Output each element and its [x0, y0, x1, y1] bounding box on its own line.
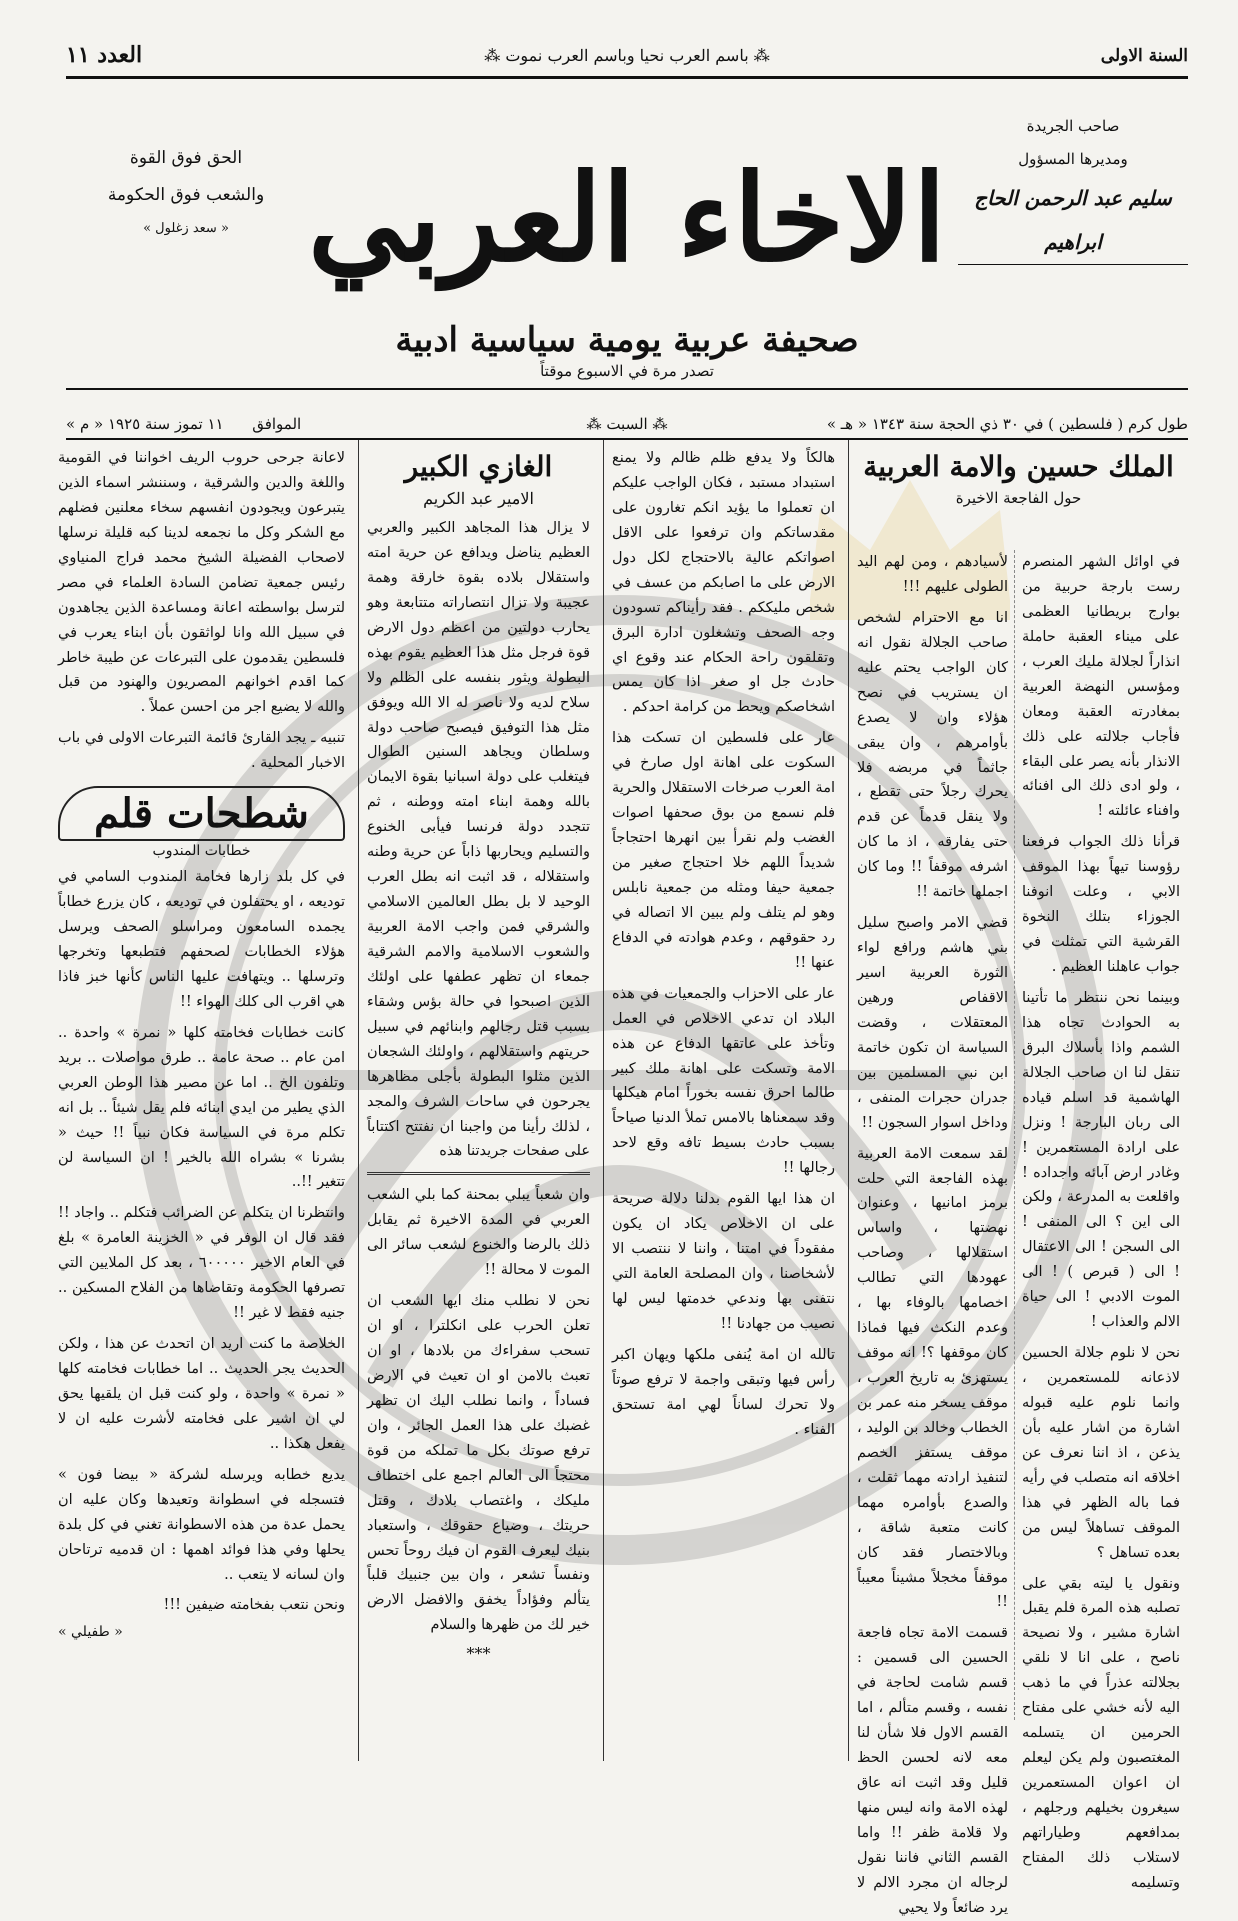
paragraph: في اوائل الشهر المنصرم رست بارجة حربية من بوارج بريطانيا العظمى على ميناء العقبة حاملة انذاراً لجلالة مليك العرب ، ومؤسس النهضة العربية بمغادرته العقبة ومعان فأجاب جلالته على ذلك الانذار بأنه يصر على البقاء ، ولو ادى ذلك الى افنائه وافناء عائلته ! [1022, 554, 1180, 820]
paragraph: عار على الاحزاب والجمعيات في هذه البلاد ان تدعي الاخلاص في العمل وتأخذ على عاتقها الدفاع عن هذه الامة وتسكت على اهانة ملك كبير طالما احرق نفسه بخوراً امام هيكلها وقد سمعناها بالامس تملأ الدنيا صياحاً بسبب حادث بسيط تافه وقع لاحد رجالها !! [612, 985, 835, 1177]
article-donations-and-thoughts [50, 440, 353, 1761]
editor-label: ومديرها المسؤول [1018, 150, 1128, 168]
notice: تنبيه ـ يجد القارئ قائمة التبرعات الاولى في باب الاخبار المحلية . [58, 730, 345, 772]
paragraph: لا يزال هذا المجاهد الكبير والعربي العظيم يناضل ويدافع عن حرية امته واستقلال بلاده بقوة خارقة وهمة عجيبة ولا تزال انتصاراته متتابعة وهو يحارب دولتين من اعظم دول الارض قوة فرجل مثل هذا العظيم يقوم بهذه البطولة ويثور بنفسه على الظلم ولا سلاح لديه ولا ناصر له الا الله ويوفق مثل هذا التوفيق فيصبح صاحب دولة وسلطان ويجاهد السنين الطوال فيتغلب على دولة اسبانيا بقوة الايمان بالله وهمة ابناء امته ووطنه ، ثم تتجدد دولة فرنسا فيأبى الخنوع والتسليم ويحاربها ذاباً عن حرية وطنه واستقلاله ، قد اثبت انه بطل العرب الوحيد لا بل بطل العالمين الاسلامي والشرقي فمن واجب الامة العربية والشعوب الاسلامية والامم الشرقية جمعاء ان تظهر عطفها على اولئك الذين اصبحوا في حالة بؤس وشقاء بسبب قتل رجالهم وابنائهم في سبيل حريتهم واستقلالهم ، واولئك الشجعان الذين مثلوا البطولة بأجلى مظاهرها يجرحون في ساحات الشرف والمجد ، لذلك رأينا من واجبنا ان نفتتح اكتتاباً على صفحات جريدتنا هذه [367, 520, 590, 1160]
article-title: الملك حسين والامة العربية [863, 450, 1174, 483]
article-subtitle: حول الفاجعة الاخيرة [955, 489, 1082, 507]
paragraph: يديع خطابه ويرسله لشركة « بيضا فون » فتسجله في اسطوانة وتعيدها وكان عليه ان يحمل عدة من هذه الاسطوانة تغني في كل بلدة يحلها وفي هذا فوائد اهمها : ان قدميه ترتاحان وان لسانه لا يتعب .. [58, 1466, 345, 1583]
article-body [857, 550, 1180, 1916]
article-king-hussein-continued [603, 440, 843, 1761]
paragraph: انا مع الاحترام لشخص صاحب الجلالة نقول انه كان الواجب يحتم عليه ان يستريب في نصح هؤلاء وان لا يصدع بأوامرهم ، وان يبقى جاثماً في مربضه فلا يحرك رجلاً حتى تقطع ، ولا ينقل قدماً عن قدم حتى يفارقه ، اذ ما كان اشرفه موقفاً !! وما كان اجملها خاتمة !! [857, 609, 1008, 901]
signature: « طفيلي » [58, 1624, 123, 1641]
year-label: السنة الاولى [1100, 46, 1188, 66]
paragraph: ونحن نتعب بفخامته ضيفين !!! [163, 1597, 345, 1614]
paragraph: نحن لا نطلب منك ايها الشعب ان تعلن الحرب على انكلترا ، او ان تسحب سفراءك من بلادها ، او ان تعبث بالامن او ان تعيث في الارض فساداً ، وانما نطلب اليك ان تظهر غضبك على هذا العمل الجائر ، وان ترفع صوتك بكل ما تملكه من قوة محتجاً الى العالم اجمع على اختطاف مليكك ، واغتصاب بلادك ، وقتل حريتك ، وضياع حقوقك ، واستعباد بنيك ليعرف القوم ان فيك روحاً تحس ونفساً تشعر ، وان بين جنبيك قلباً يتألم وفؤاداً يخفق والافضل الارض خير لك من ظهرها والسلام [367, 1293, 590, 1634]
publication-frequency: تصدر مرة في الاسبوع موقتاً [540, 362, 714, 380]
article-king-hussein [848, 440, 1188, 1916]
quote-line-1: الحق فوق القوة [129, 148, 243, 168]
owner-block [958, 110, 1188, 265]
top-rule [66, 76, 1188, 79]
day-label: ⁂ السبت ⁂ [586, 415, 668, 433]
article-subcolumn-left [857, 550, 1015, 1916]
paragraph: قضي الامر واصبح سليل بني هاشم ورافع لواء الثورة العربية اسير الاقفاص ورهين المعتقلات ، وقضت السياسة ان تكون خاتمة ابن نبي المسلمين بين جدران حجرات المنفى ، وداخل اسوار السجون !! [857, 915, 1008, 1131]
motto: ⁂ باسم العرب نحيا وباسم العرب نموت ⁂ [484, 46, 770, 65]
newspaper-title: الاخاء العربي [307, 148, 947, 289]
paragraph: لأسيادهم ، ومن لهم اليد الطولى عليهم !!! [857, 554, 1008, 595]
section-title: شطحات قلم [58, 786, 345, 841]
end-mark: *** [466, 1644, 491, 1664]
paragraph: الخلاصة ما كنت اريد ان اتحدث عن هذا ، ولكن الحديث يجر الحديث .. اما خطابات فخامته كلها « نمرة » واحدة ، ولو كنت قبل ان يلقيها يحق لي ان اشير على فخامته لأشرت عليه ان لا يفعل هكذا .. [58, 1336, 345, 1452]
paragraph: في كل بلد زارها فخامة المندوب السامي في توديعه ، او يحتفلون في توديعه ، كان يزرع خطاباً يجمده السامعون ومراسلو الصحف ويرسل هؤلاء الخطابات لصحفهم فتطبعها وتخرجها وترسلها .. ويتهافت عليها الناس كأنها خبز فاذا هي اقرب الى كلك الهواء !! [58, 869, 345, 1010]
quote-line-2: والشعب فوق الحكومة [107, 185, 265, 206]
article-title: الغازي الكبير [404, 450, 553, 483]
article-subcolumn-right [1022, 550, 1180, 1891]
owner-name: سليم عبد الرحمن الحاج ابراهيم [958, 176, 1188, 265]
paragraph: وانتظرنا ان يتكلم عن الضرائب فتكلم .. واجاد !! فقد قال ان الوفر في « الخزينة العامرة » بلغ في العام الاخير ٦٠٠٠٠٠ ، بعد كل الملايين التي تصرفها الحكومة وتقاضاها من الفلاح المسكين .. جنيه فقط لا غير !! [58, 1205, 345, 1322]
newspaper-subtitle: صحيفة عربية يومية سياسية ادبية [395, 320, 859, 360]
paragraph: قسمت الامة تجاه فاجعة الحسين الى قسمين : قسم شامت لحاجة في نفسه ، وقسم متألم ، اما القسم الاول فلا شأن لنا معه لانه لحسن الحظ قليل وقد اثبت انه عاق لهذه الامة وانه ليس منها ولا قلامة ظفر !! واما القسم الثاني فاننا نقول لرجاله ان مجرد الالم لا يرد ضائعاً ولا يحيي [857, 1625, 1008, 1916]
article-head [857, 450, 1180, 550]
masthead-rule [66, 388, 1188, 390]
paragraph: لقد سمعت الامة العربية بهذه الفاجعة التي حلت برمز امانيها ، وعنوان نهضتها ، واساس استقلالها ، وصاحب عهودها التي تطالب اخصامها بالوفاء بها ، وعدم النكث فيها فماذا كان موقفها ؟! انه موقف يستهزئ به تاريخ العرب ، موقف يسخر منه عمر بن الخطاب وخالد بن الوليد ، موقف يستفز الخصم لتنفيذ ارادته مهما ثقلت ، والصدع بأوامره مهما كانت متعبة شاقة ، وبالاختصار فقد كان موقفاً مخجلاً مشيناً معيباً !! [857, 1145, 1008, 1611]
paragraph: وبينما نحن ننتظر ما تأتينا به الحوادث تجاه هذا الشمم واذا بأسلاك البرق تنقل لنا ان صاحب الجلالة الهاشمية قد اسلم قياده الى ربان البارجة ! ونزل على ارادة المستعمرين ! وغادر ارض آبائه واجداده ! واقلعت به المدرعة ، ولكن الى اين ؟ الى المنفى ! الى السجن ! الى الاعتقال ! الى ( قبرص ) ! الى الموت الادبي ! الى حياة الالم والعذاب ! [1022, 989, 1180, 1331]
issue-number: العدد ١١ [66, 42, 143, 68]
quote-block [76, 140, 296, 243]
paragraph: لاعانة جرحى حروب الريف اخواننا في القومية واللغة والدين والشرقية ، وسننشر اسماء الذين يتبرعون ويجودون انفسهم سخاء معلنين فضلهم مع الشكر وكل ما نجمعه لدينا كبه قليلة نرسلها لاصحاب الفضيلة الشيخ محمد فراج المنياوي رئيس جمعية تضامن السادة العلماء في مصر لترسل بواسطته اعانة ومساعدة الذين يجاهدون في سبيل الله وانا لواثقون بأن ابناء يعرب في فلسطين يقدمون على التبرعات عن طيبة خاطر كما اقدم اخوانهم المصريون والهنود من قبل والله لا يضيع اجر من احسن عملاً . [58, 450, 345, 716]
paragraph: نحن لا نلوم جلالة الحسين لاذعانه للمستعمرين ، وانما نلوم عليه قبوله اشارة من اشار عليه بأن يذعن ، اذ اننا نعرف عن اخلاقه انه متصلب في رأيه فما باله الظهر في هذا الموقف تساهلاً ليس من بعده تساهل ؟ [1022, 1345, 1180, 1561]
quote-author: « سعد زغلول » [143, 220, 229, 236]
place-date: طول كرم ( فلسطين ) في ٣٠ ذي الحجة سنة ١٣٤٣ « هـ » [826, 415, 1188, 433]
paragraph: ان هذا ايها القوم بدلنا دلالة صريحة على ان الاخلاص يكاد ان يكون مفقوداً في امتنا ، واننا لا ننتصب الا لأشخاصنا ، وان المصلحة العامة التي نتفنى بها وندعي خدمتها ليس لها نصيب من جهادنا !! [612, 1191, 835, 1332]
gregorian-date: الموافق ١١ تموز سنة ١٩٢٥ « م » [66, 415, 302, 433]
paragraph: هالكاً ولا يدفع ظلم ظالم ولا يمنع استبداد مستبد ، فكان الواجب عليكم ان تعملوا ما يؤيد انكم تغارون على مقدساتكم وان ترفعوا على الاقل اصواتكم عالية بالاحتجاج لكل دول الارض على ما اصابكم من عسف في شخص مليككم . فقد رأيناكم تسودون وجه الصحف وتشغلون ادارة البرق وتقلقون راحة الحكام عند وقوع اي حادث جل او صغر اذا كان يمس اشخاصكم ويحط من كرامة احدكم . [612, 450, 835, 716]
article-great-warrior [358, 440, 598, 1761]
paragraph: وان شعباً يبلي بمحنة كما بلي الشعب العربي في المدة الاخيرة ثم يقابل ذلك بالرضا والخنوع لشعب سائر الى الموت لا محالة !! [367, 1187, 590, 1279]
section-divider [367, 1172, 590, 1175]
article-subtitle: الامير عبد الكريم [423, 489, 534, 508]
top-line [66, 42, 1188, 76]
paragraph: عار على فلسطين ان تسكت هذا السكوت على اهانة اول صارخ في امة العرب صرخات الاستقلال والحرية فلم نسمع من بوق صحفها اصوات الغضب ولم نقرأ بين انهرها احتجاجاً شديداً اللهم خلا احتجاج صغير من جمعية حيفا ومثله من جمعية نابلس وهو لم يتلف ولم يبين الا اتصاله في رد حقوقهم ، وعدم هوادته في الدفاع عنها !! [612, 730, 835, 971]
owner-label: صاحب الجريدة [1026, 117, 1120, 135]
paragraph: ونقول يا ليته بقي على تصلبه هذه المرة فلم يقبل اشارة مشير ، ولا نصيحة ناصح ، على انا لا نلقي بجلالته عذراً في ما ذهب اليه لأنه خشي على مفتاح الحرمين ان يتسلمه المغتصبون ولم يكن ليعلم ان اعوان المستعمرين سيغرون بخيلهم ورجلهم ، بمدافعهم وطياراتهم لاستلاب ذلك المفتاح وتسليمه [1022, 1575, 1180, 1891]
paragraph: كانت خطابات فخامته كلها « نمرة » واحدة .. امن عام .. صحة عامة .. طرق مواصلات .. بريد وتلفون الخ .. اما عن مصير هذا الوطن العربي الذي يطير من ايدي ابنائه فلم يقل شيئاً .. بل انه تكلم مرة في السياسة فكان نبياً !! حيث « بشرنا » بشراه الله بالخير ! ان السياسة لن تتغير !!.. [58, 1024, 345, 1191]
newspaper-title-logo [307, 110, 947, 340]
paragraph: قرأنا ذلك الجواب فرفعنا رؤوسنا تيهاً بهذا الموقف الابي ، وعلت انوفنا الجوزاء بتلك النخوة القرشية التي تمثلت في جواب عاهلنا العظيم . [1022, 834, 1180, 975]
section-subtitle: خطابات المندوب [152, 843, 251, 860]
paragraph: تالله ان امة يُنفى ملكها ويهان اكبر رأس فيها وتبقى واجمة لا ترفع صوتاً ولا تحرك لساناً لهي امة تستحق الفناء . [612, 1346, 835, 1438]
masthead [66, 90, 1188, 380]
